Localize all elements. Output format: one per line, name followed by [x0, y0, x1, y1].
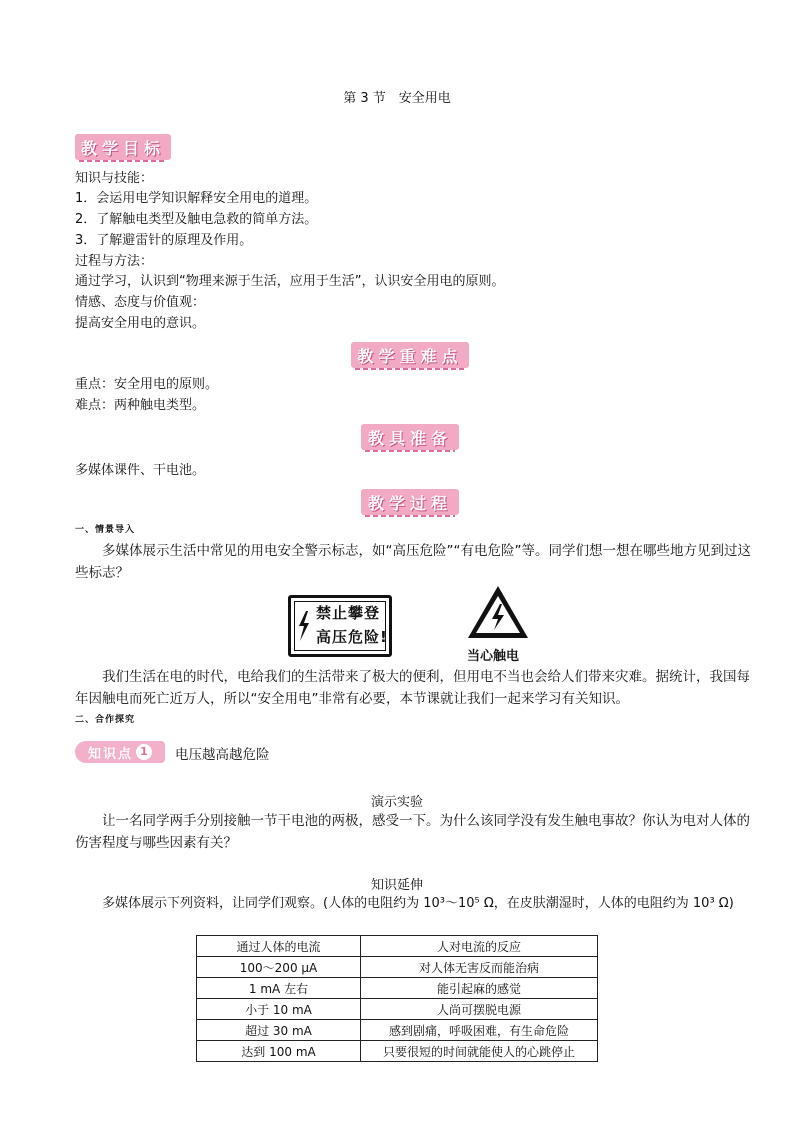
preparation-text: 多媒体课件、干电池。: [75, 463, 206, 478]
process-heading: 过程与方法：: [75, 254, 154, 269]
key-point-difficulty: 难点：两种触电类型。: [75, 398, 206, 413]
knowledge-item-2: 2．了解触电类型及触电急救的简单方法。: [75, 212, 318, 227]
banner-process: 教学过程: [361, 489, 459, 515]
sign1-line2: 高压危险!: [316, 628, 388, 646]
high-voltage-sign: [288, 595, 392, 657]
table-header: 通过人体的电流: [197, 936, 361, 957]
sign1-line1: 禁止攀登: [316, 604, 381, 622]
page-title: 第 3 节 安全用电: [343, 91, 451, 106]
knowledge-point-badge: [75, 741, 165, 763]
table-cell: 只要很短的时间就能使人的心跳停止: [361, 1041, 598, 1062]
intro-paragraph: 多媒体展示生活中常见的用电安全警示标志，如“高压危险”“有电危险”等。同学们想一想在哪些地方见到过这些标志？: [75, 543, 751, 581]
table-row: [197, 1020, 598, 1041]
banner-preparation: 教具准备: [361, 424, 459, 450]
table-cell: 感到剧痛，呼吸困难，有生命危险: [361, 1020, 598, 1041]
extension-heading: 知识延伸: [370, 878, 423, 893]
lightning-bolt-icon: [297, 611, 311, 641]
knowledge-point-title: 电压越高越危险: [175, 747, 270, 763]
knowledge-item-1: 1．会运用电学知识解释安全用电的道理。: [75, 191, 318, 206]
section-heading-explore: 二、合作探究: [75, 715, 136, 725]
table-cell: 小于 10 mA: [197, 999, 361, 1020]
current-reaction-table: [196, 935, 598, 1062]
knowledge-heading: 知识与技能：: [75, 171, 154, 186]
banner-key-points: 教学重难点: [351, 342, 469, 368]
table-row: [197, 957, 598, 978]
table-cell: 对人体无害反而能治病: [361, 957, 598, 978]
intro-paragraph-2: 我们生活在电的时代，电给我们的生活带来了极大的便利，但用电不当也会给人们带来灾难。据统计，我国每年因触电而死亡近万人，所以“安全用电”非常有必要，本节课就让我们一起来学习有关知识。: [75, 669, 750, 707]
electric-shock-warning-icon: [466, 584, 530, 640]
table-cell: 100～200 μA: [197, 957, 361, 978]
emotion-heading: 情感、态度与价值观：: [75, 295, 206, 310]
key-point-focus: 重点：安全用电的原则。: [75, 377, 219, 392]
table-header: 人对电流的反应: [361, 936, 598, 957]
table-cell: 超过 30 mA: [197, 1020, 361, 1041]
sign2-label: 当心触电: [467, 649, 520, 664]
extension-paragraph: 多媒体展示下列资料，让同学们观察。(人体的电阻约为 10³～10⁵ Ω，在皮肤潮湿时，人体的电阻约为 10³ Ω): [102, 896, 734, 911]
table-cell: 达到 100 mA: [197, 1041, 361, 1062]
table-cell: 1 mA 左右: [197, 978, 361, 999]
emotion-text: 提高安全用电的意识。: [75, 316, 206, 331]
knowledge-item-3: 3．了解避雷针的原理及作用。: [75, 233, 253, 248]
table-cell: 人尚可摆脱电源: [361, 999, 598, 1020]
demo-paragraph: 让一名同学两手分别接触一节干电池的两极，感受一下。为什么该同学没有发生触电事故？你认为电对人体的伤害程度与哪些因素有关？: [75, 813, 750, 851]
section-heading-intro: 一、情景导入: [75, 525, 136, 535]
knowledge-point-label: 知识点: [87, 746, 133, 762]
table-row: [197, 1041, 598, 1062]
process-text: 通过学习，认识到“物理来源于生活，应用于生活”，认识安全用电的原则。: [75, 274, 505, 289]
table-row: [197, 978, 598, 999]
table-header-row: [197, 936, 598, 957]
table-row: [197, 999, 598, 1020]
banner-objectives: 教学目标: [75, 134, 171, 160]
knowledge-point-number: 1: [136, 744, 152, 760]
demo-heading: 演示实验: [370, 795, 423, 810]
table-cell: 能引起麻的感觉: [361, 978, 598, 999]
